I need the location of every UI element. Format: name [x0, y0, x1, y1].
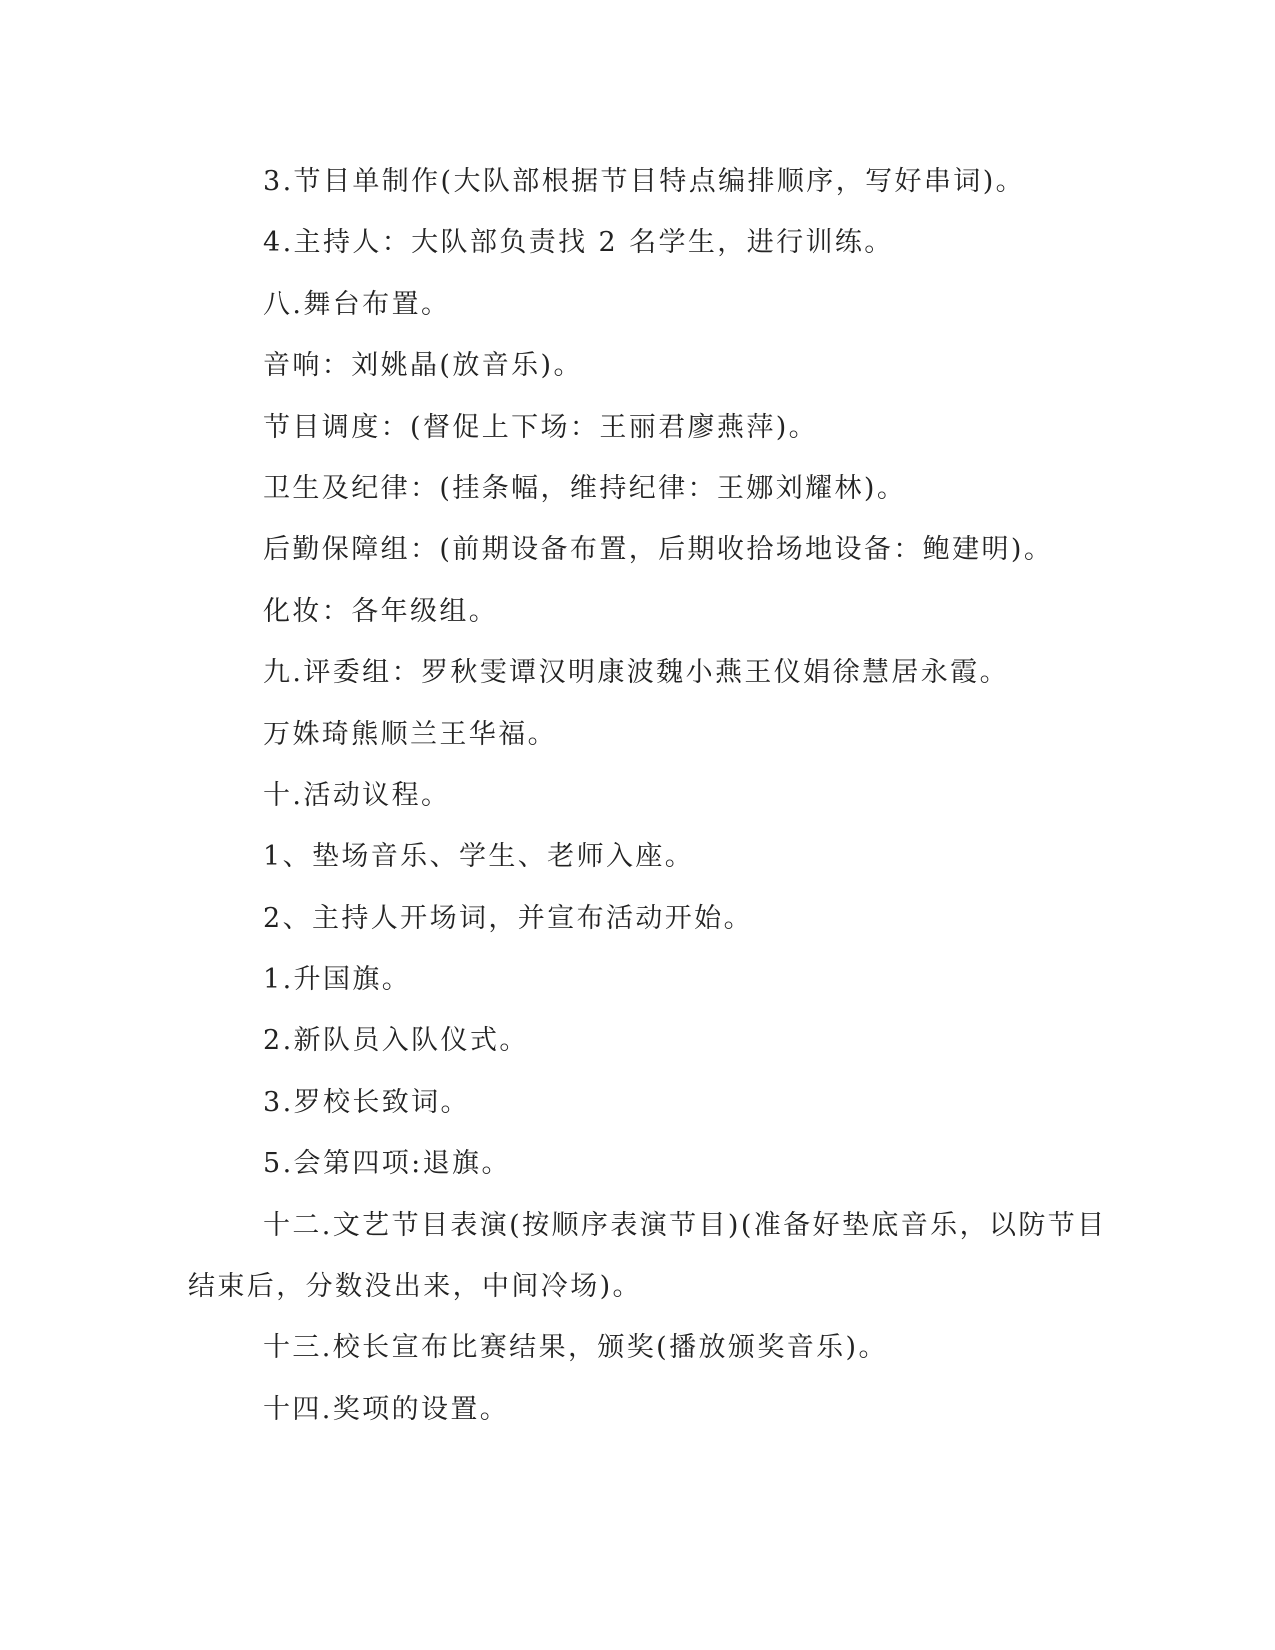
section-heading: 十二.文艺节目表演(按顺序表演节目)(准备好垫底音乐，以防节目 [263, 1209, 1107, 1241]
section-heading: 十.活动议程。 [263, 779, 451, 811]
paragraph-line: 1、垫场音乐、学生、老师入座。 [263, 841, 695, 873]
paragraph-line: 后勤保障组：(前期设备布置，后期收拾场地设备：鲍建明)。 [263, 534, 1054, 566]
section-heading: 八.舞台布置。 [263, 288, 451, 320]
section-heading: 十三.校长宣布比赛结果，颁奖(播放颁奖音乐)。 [263, 1332, 888, 1364]
paragraph-line: 节目调度：(督促上下场：王丽君廖燕萍)。 [263, 411, 819, 443]
paragraph-line: 4.主持人：大队部负责找 2 名学生，进行训练。 [263, 227, 894, 259]
paragraph-line: 2、主持人开场词，并宣布活动开始。 [263, 902, 753, 934]
paragraph-line: 5.会第四项:退旗。 [263, 1148, 511, 1180]
paragraph-line: 卫生及纪律：(挂条幅，维持纪律：王娜刘耀林)。 [263, 472, 907, 504]
paragraph-line: 3.罗校长致词。 [263, 1086, 470, 1118]
section-heading: 十四.奖项的设置。 [263, 1393, 510, 1425]
section-heading: 九.评委组：罗秋雯谭汉明康波魏小燕王仪娟徐慧居永霞。 [263, 657, 1009, 689]
paragraph-line: 3.节目单制作(大队部根据节目特点编排顺序，写好串词)。 [263, 166, 1026, 197]
paragraph-line: 音响：刘姚晶(放音乐)。 [263, 350, 583, 382]
document-body [188, 162, 1107, 1451]
paragraph-line: 2.新队员入队仪式。 [263, 1025, 529, 1057]
paragraph-line: 万姝琦熊顺兰王华福。 [263, 718, 557, 750]
paragraph-line: 1.升国旗。 [263, 964, 412, 996]
paragraph-continuation: 结束后，分数没出来，中间冷场)。 [188, 1271, 642, 1303]
paragraph-line: 化妆：各年级组。 [263, 595, 499, 627]
